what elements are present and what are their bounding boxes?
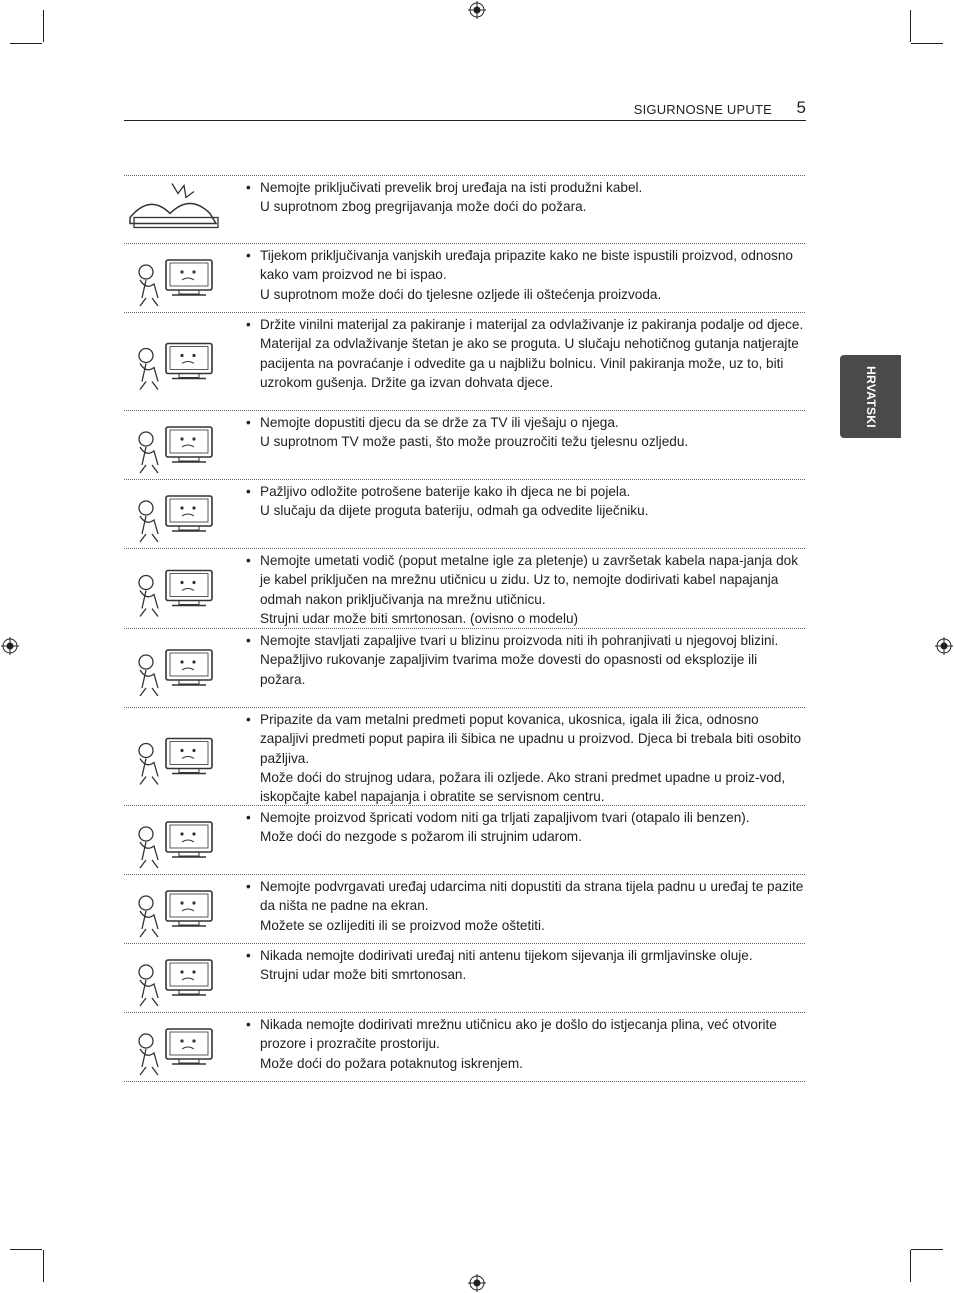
table-row xyxy=(124,708,805,806)
registration-mark-icon xyxy=(935,637,953,655)
registration-mark-icon xyxy=(468,1274,486,1292)
child-climbing-tv-illustration xyxy=(124,411,246,479)
instruction-warning: Nemojte stavljati zapaljive tvari u blizinu proizvoda niti ih pohranjivati u njegovoj blizini. xyxy=(260,633,779,648)
crop-mark xyxy=(911,1249,943,1250)
crop-mark xyxy=(910,10,911,42)
instruction-warning: Nemojte proizvod špricati vodom niti ga trljati zapaljivom tvari (otapalo ili benzen). xyxy=(260,810,750,825)
gas-leak-outlet-illustration-cell xyxy=(124,1013,246,1081)
instruction-text xyxy=(246,708,805,805)
table-row xyxy=(124,806,805,875)
table-row xyxy=(124,944,805,1013)
needle-in-power-cable-illustration-cell xyxy=(124,549,246,628)
child-swallowing-battery-illustration xyxy=(124,480,246,548)
registration-mark-icon xyxy=(1,637,19,655)
crop-mark xyxy=(10,43,42,44)
crop-mark xyxy=(43,10,44,42)
instruction-consequence: U suprotnom može doći do tjelesne ozljede ili oštećenja proizvoda. xyxy=(260,286,662,302)
instruction-consequence: Možete se ozlijediti ili se proizvod može oštetiti. xyxy=(260,917,545,933)
section-title: SIGURNOSNE UPUTE xyxy=(633,102,772,117)
bullet-icon: • xyxy=(246,180,251,195)
instruction-text xyxy=(246,549,805,628)
table-row xyxy=(124,411,805,480)
child-pulling-tv-illustration-cell xyxy=(124,244,246,312)
bullet-icon: • xyxy=(246,415,251,430)
instruction-consequence: Strujni udar može biti smrtonosan. (ovisno o modelu) xyxy=(260,610,579,626)
table-row xyxy=(124,480,805,549)
instruction-warning: Nemojte podvrgavati uređaj udarcima niti dopustiti da strana tijela padnu u uređaj te pazite da ništa ne padne na ekran. xyxy=(260,879,804,914)
flammable-near-tv-illustration-cell xyxy=(124,629,246,707)
safety-instructions-table xyxy=(124,175,805,1082)
instruction-consequence: Može doći do strujnog udara, požara ili ozljede. Ako strani predmet upadne u proiz-vod, iskopčajte kabel napajanja i obratite se servisnom centru. xyxy=(260,769,786,805)
table-row xyxy=(124,875,805,944)
child-with-plastic-bag-illustration-cell xyxy=(124,313,246,410)
bullet-icon: • xyxy=(246,484,251,499)
instruction-consequence: U slučaju da dijete proguta bateriju, odmah ga odvedite liječniku. xyxy=(260,503,649,519)
bullet-icon: • xyxy=(246,712,251,727)
instruction-warning: Pažljivo odložite potrošene baterije kako ih djeca ne bi pojela. xyxy=(260,484,631,499)
table-row xyxy=(124,313,805,411)
bullet-icon: • xyxy=(246,248,251,263)
instruction-text xyxy=(246,480,805,548)
table-row xyxy=(124,1013,805,1082)
instruction-text xyxy=(246,806,805,874)
bullet-icon: • xyxy=(246,879,251,894)
instruction-consequence: U suprotnom TV može pasti, što može prouzročiti težu tjelesnu ozljedu. xyxy=(260,434,689,450)
lightning-storm-tv-illustration-cell xyxy=(124,944,246,1012)
power-strip-overload-illustration xyxy=(124,176,246,243)
bullet-icon: • xyxy=(246,810,251,825)
instruction-text xyxy=(246,1013,805,1081)
instruction-consequence: Nepažljivo rukovanje zapaljivim tvarima može dovesti do opasnosti od eksplozije ili požara. xyxy=(260,652,758,687)
instruction-text xyxy=(246,244,805,312)
instruction-warning: Nemojte umetati vodič (poput metalne igle za pletenje) u završetak kabela napa-janja dok je kabel priključen na mrežnu utičnicu u zidu. Uz to, nemojte dodirivati kabel napajanja odmah nakon priključivanja na mrežnu utičnicu. xyxy=(260,553,799,607)
instruction-text xyxy=(246,629,805,707)
instruction-warning: Držite vinilni materijal za pakiranje i materijal za odvlaživanje iz pakiranja podalje od djece. xyxy=(260,317,804,332)
spraying-water-on-tv-illustration-cell xyxy=(124,806,246,874)
child-climbing-tv-illustration-cell xyxy=(124,411,246,479)
table-row xyxy=(124,176,805,244)
child-pulling-tv-illustration xyxy=(124,244,246,312)
bullet-icon: • xyxy=(246,317,251,332)
ball-hitting-tv-illustration-cell xyxy=(124,875,246,943)
instruction-warning: Pripazite da vam metalni predmeti poput kovanica, ukosnica, igala ili žica, odnosno zapaljivi predmeti poput papira ili šibica ne upadnu u proizvod. Djeca bi trebala biti osobito pažljiva. xyxy=(260,712,802,766)
table-row xyxy=(124,244,805,313)
bullet-icon: • xyxy=(246,948,251,963)
page-header xyxy=(124,98,806,121)
metal-objects-into-tv-illustration-cell xyxy=(124,708,246,805)
language-tab xyxy=(840,355,901,438)
lightning-storm-tv-illustration xyxy=(124,944,246,1012)
instruction-text xyxy=(246,313,805,410)
instruction-warning: Nemojte priključivati prevelik broj uređaja na isti produžni kabel. xyxy=(260,180,643,195)
flammable-near-tv-illustration xyxy=(124,629,246,707)
instruction-warning: Nemojte dopustiti djecu da se drže za TV ili vješaju o njega. xyxy=(260,415,619,430)
instruction-consequence: Materijal za odvlaživanje štetan je ako se proguta. U slučaju nehotičnog gutanja natjerajte pacijenta na povraćanje i odvedite ga u najbližu bolnicu. Vinil pakiranja može, uz to, biti uzrokom gušenja. Držite ga izvan dohvata djece. xyxy=(260,336,799,390)
crop-mark xyxy=(43,1250,44,1282)
instruction-consequence: U suprotnom zbog pregrijavanja može doći do požara. xyxy=(260,199,587,215)
instruction-warning: Nikada nemojte dodirivati uređaj niti antenu tijekom sijevanja ili grmljavinske oluje. xyxy=(260,948,753,963)
spraying-water-on-tv-illustration xyxy=(124,806,246,874)
crop-mark xyxy=(10,1249,42,1250)
ball-hitting-tv-illustration xyxy=(124,875,246,943)
gas-leak-outlet-illustration xyxy=(124,1013,246,1081)
power-strip-overload-illustration-cell xyxy=(124,176,246,243)
metal-objects-into-tv-illustration xyxy=(124,708,246,805)
instruction-consequence: Može doći do nezgode s požarom ili strujnim udarom. xyxy=(260,829,582,845)
page-number: 5 xyxy=(796,98,806,117)
instruction-text xyxy=(246,176,805,243)
instruction-text xyxy=(246,875,805,943)
child-swallowing-battery-illustration-cell xyxy=(124,480,246,548)
language-tab-label: HRVATSKI xyxy=(863,365,878,428)
crop-mark xyxy=(910,1250,911,1282)
instruction-text xyxy=(246,944,805,1012)
instruction-text xyxy=(246,411,805,479)
registration-mark-icon xyxy=(468,1,486,19)
instruction-consequence: Strujni udar može biti smrtonosan. xyxy=(260,967,467,983)
needle-in-power-cable-illustration xyxy=(124,549,246,628)
instruction-warning: Nikada nemojte dodirivati mrežnu utičnicu ako je došlo do istjecanja plina, već otvorite prozore i prozračite prostoriju. xyxy=(260,1017,777,1052)
child-with-plastic-bag-illustration xyxy=(124,313,246,410)
instruction-consequence: Može doći do požara potaknutog iskrenjem. xyxy=(260,1055,523,1071)
instruction-warning: Tijekom priključivanja vanjskih uređaja pripazite kako ne biste ispustili proizvod, odnosno kako vam proizvod ne bi ispao. xyxy=(260,248,793,283)
table-row xyxy=(124,629,805,708)
bullet-icon: • xyxy=(246,1017,251,1032)
table-row xyxy=(124,549,805,629)
crop-mark xyxy=(911,43,943,44)
bullet-icon: • xyxy=(246,633,251,648)
bullet-icon: • xyxy=(246,553,251,568)
